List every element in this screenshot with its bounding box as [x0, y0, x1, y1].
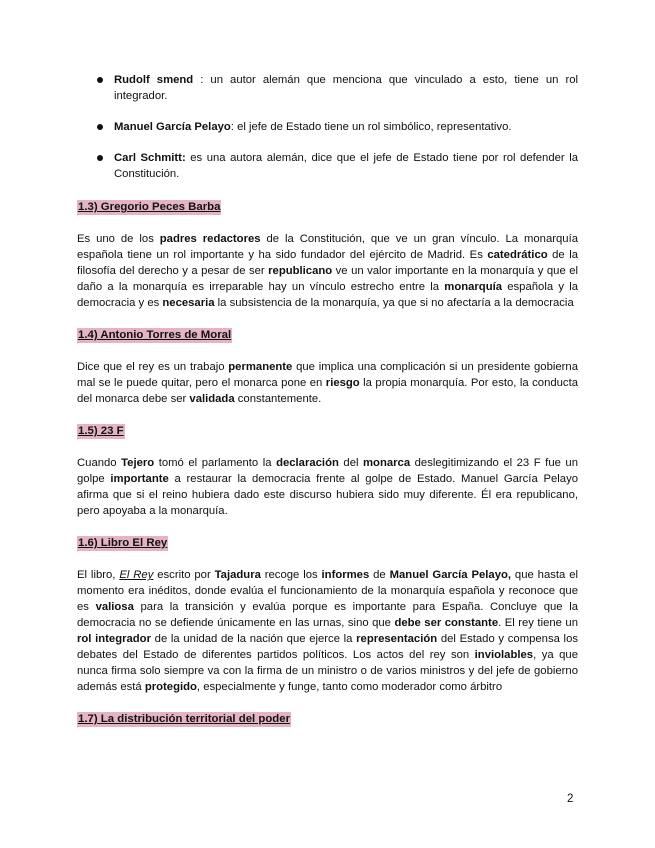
page-content [77, 72, 578, 743]
text-run: deslegitimizando el 23 F fue un golpe [77, 457, 578, 485]
text-run: española y la democracia y es [77, 281, 578, 309]
sections-container [77, 197, 578, 727]
list-item [77, 150, 578, 182]
section-paragraph [77, 567, 578, 695]
bold-text: republicano [268, 265, 333, 277]
bold-text: protegido [144, 681, 197, 693]
bold-text: padres redactores [159, 233, 261, 245]
bullet-text: es una autora alemán, dice que el jefe de Estado tiene por rol defender la Constitución. [114, 152, 578, 180]
bold-text: validada [189, 393, 235, 405]
section-heading: 1.4) Antonio Torres de Moral [78, 329, 232, 341]
bold-text: inviolables [474, 649, 534, 661]
bold-text: Manuel García Pelayo, [389, 569, 512, 581]
text-run: que hasta el momento era inéditos, donde evalúa el funcionamiento de la monarquía española y reconoce que es [77, 569, 578, 613]
text-run: de [369, 569, 390, 581]
text-run: Cuando [77, 457, 122, 469]
bullet-icon [97, 77, 103, 83]
text-run: Es uno de los [77, 233, 160, 245]
text-run: escrito por [153, 569, 215, 581]
bullet-term: Carl Schmitt: [114, 152, 186, 164]
section-heading-wrap [77, 325, 578, 343]
bold-text: importante [110, 473, 169, 485]
section-heading: 1.6) Libro El Rey [78, 537, 168, 549]
section-heading: 1.5) 23 F [78, 425, 124, 437]
text-run: que implica una complicación si un presidente gobierna mal se le puede quitar, pero el monarca pone en [77, 361, 578, 389]
text-run: del Estado y compensa los debates del Estado de diferentes partidos políticos. Los actos del rey son [77, 633, 579, 661]
section-heading-wrap [77, 421, 578, 439]
bold-text: Tejero [121, 457, 155, 469]
bold-text: riesgo [325, 377, 360, 389]
bold-text: monarquía [444, 281, 503, 293]
text-run: del [338, 457, 364, 469]
bold-text: monarca [363, 457, 411, 469]
text-run: El libro, [77, 569, 120, 581]
page-number: 2 [567, 793, 574, 805]
bold-text: valiosa [95, 601, 134, 613]
bold-text: necesaria [162, 297, 215, 309]
bold-text: rol integrador [77, 633, 151, 645]
bullet-term: Manuel García Pelayo [114, 121, 231, 133]
text-run: a restaurar la democracia frente al golpe de Estado. Manuel García Pelayo afirma que si el reino hubiera dado este discurso hubiera sido muy diferente. Él era republicano, pero apoyaba a la monarquía. [77, 473, 579, 517]
text-run: constantemente. [234, 393, 322, 405]
text-run: . El rey tiene un [498, 617, 578, 629]
section-paragraph [77, 455, 578, 519]
bold-text: permanente [228, 361, 293, 373]
bold-text: representación [356, 633, 438, 645]
section-heading-wrap [77, 709, 578, 727]
bold-text: Tajadura [214, 569, 261, 581]
text-run: , ya que nunca firma solo siempre va con la firma de un ministro o de varios ministros y del jefe de gobierno además está [77, 649, 578, 693]
text-run: la subsistencia de la monarquía, ya que si no afectaría a la democracia [214, 297, 574, 309]
bold-text: declaración [276, 457, 339, 469]
italic-title: El Rey [119, 569, 154, 581]
text-run: de la Constitución, que ve un gran vínculo. La monarquía española tiene un rol importante y ha sido fundador del ejército de Madrid. Es [77, 233, 578, 261]
bold-text: informes [321, 569, 370, 581]
list-item [77, 119, 578, 135]
section-heading: 1.7) La distribución territorial del poder [78, 713, 291, 725]
text-run: recoge los [260, 569, 322, 581]
text-run: , especialmente y funge, tanto como moderador como árbitro [196, 681, 503, 693]
bullet-icon [97, 155, 103, 161]
text-run: para la transición y evalúa porque es importante para España. Concluye que la democracia no se defiende únicamente en las urnas, sino que [77, 601, 578, 629]
section-heading: 1.3) Gregorio Peces Barba [78, 201, 221, 213]
bullet-icon [97, 124, 103, 130]
section-heading-wrap [77, 533, 578, 551]
text-run: la propia monarquía. Por esto, la conducta del monarca debe ser [77, 377, 578, 405]
bullet-text: : un autor alemán que menciona que vinculado a esto, tiene un rol integrador. [114, 74, 579, 102]
bullet-term: Rudolf smend [114, 74, 194, 86]
text-run: ve un valor importante en la monarquía y que el daño a la monarquía es irreparable hay un vínculo estrecho entre la [77, 265, 578, 293]
bullet-text: : el jefe de Estado tiene un rol simbólico, representativo. [230, 121, 512, 133]
text-run: Dice que el rey es un trabajo [77, 361, 229, 373]
section-paragraph [77, 231, 578, 311]
text-run: de la filosofía del derecho y a pesar de ser [77, 249, 579, 277]
author-bullet-list [77, 72, 578, 182]
bold-text: catedrático [487, 249, 548, 261]
list-item [77, 72, 578, 104]
bold-text: debe ser constante [394, 617, 499, 629]
text-run: tomó el parlamento la [154, 457, 277, 469]
section-heading-wrap [77, 197, 578, 215]
text-run: de la unidad de la nación que ejerce la [150, 633, 357, 645]
section-paragraph [77, 359, 578, 407]
